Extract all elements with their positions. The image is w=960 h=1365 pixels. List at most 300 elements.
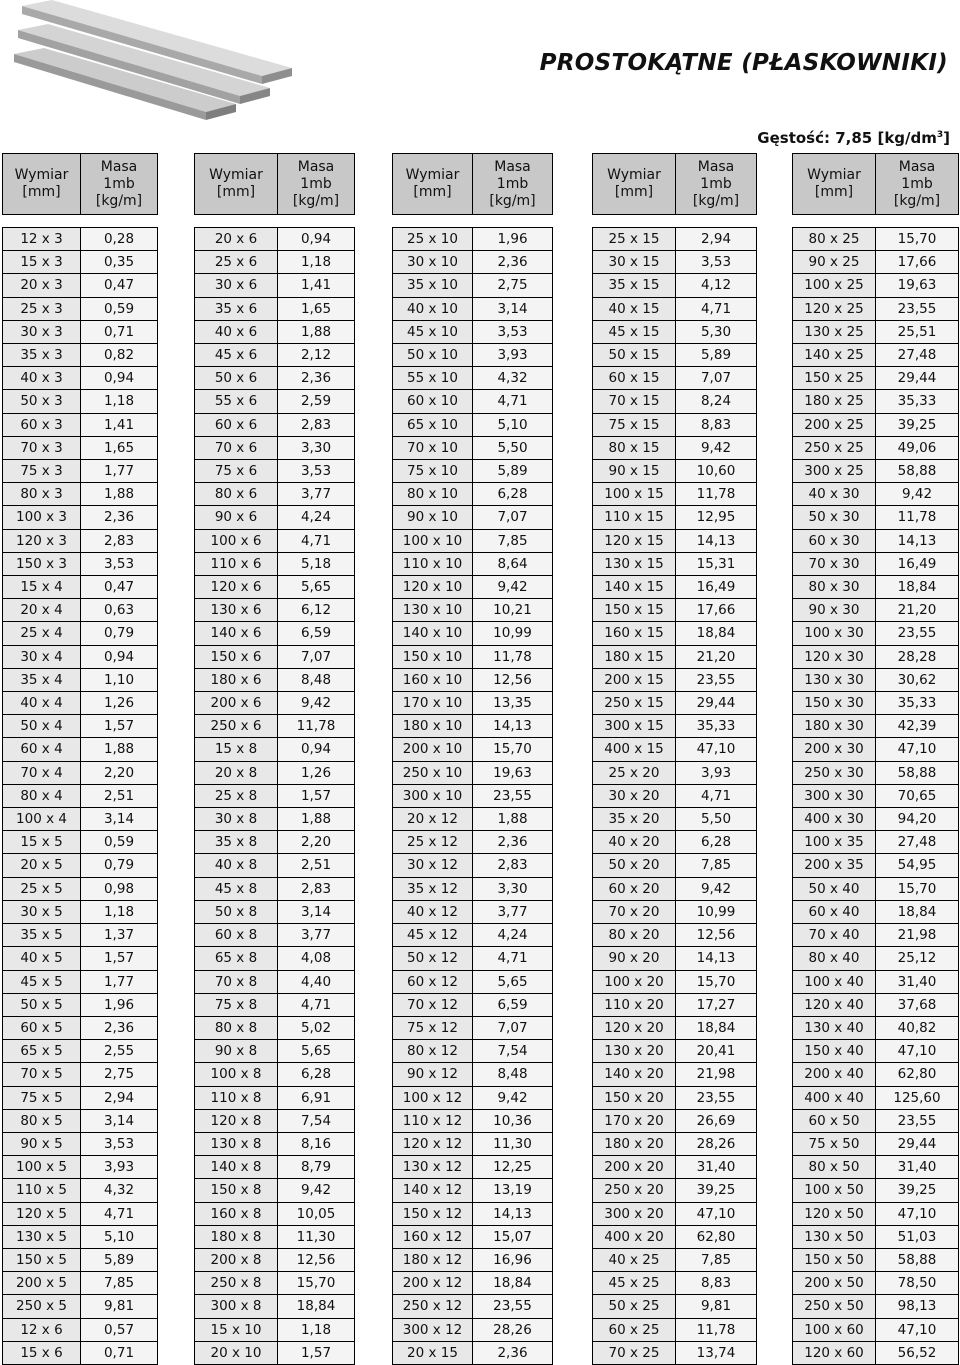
mass-cell: 47,10 xyxy=(676,1202,757,1225)
table-row xyxy=(195,761,355,784)
table-row xyxy=(195,715,355,738)
dimension-cell: 75 x 3 xyxy=(3,460,81,483)
dimension-cell: 20 x 12 xyxy=(393,808,473,831)
table-row xyxy=(195,228,355,251)
table-row xyxy=(3,1086,158,1109)
table-row xyxy=(793,576,959,599)
dimension-cell: 70 x 6 xyxy=(195,436,278,459)
mass-cell: 5,10 xyxy=(81,1225,158,1248)
header-mass xyxy=(876,154,959,215)
table-row xyxy=(195,993,355,1016)
mass-cell: 14,13 xyxy=(473,715,553,738)
mass-cell: 2,20 xyxy=(81,761,158,784)
table-row xyxy=(793,552,959,575)
table-row xyxy=(593,993,757,1016)
density-text: Gęstość: 7,85 [kg/dm xyxy=(757,129,937,147)
dimension-cell: 200 x 50 xyxy=(793,1272,876,1295)
table-row xyxy=(393,738,553,761)
table-row xyxy=(393,1179,553,1202)
mass-cell: 9,42 xyxy=(473,576,553,599)
mass-cell: 7,07 xyxy=(676,367,757,390)
table-row xyxy=(793,1063,959,1086)
dimension-cell: 20 x 15 xyxy=(393,1341,473,1364)
table-row xyxy=(793,483,959,506)
mass-cell: 17,27 xyxy=(676,993,757,1016)
dimension-cell: 150 x 5 xyxy=(3,1248,81,1271)
header-dimension-unit: [mm] xyxy=(216,184,256,200)
header-mass-length: 1mb xyxy=(103,175,135,192)
table-row xyxy=(195,622,355,645)
header-mass-length: 1mb xyxy=(300,175,332,192)
dimension-cell: 15 x 5 xyxy=(3,831,81,854)
mass-cell: 42,39 xyxy=(876,715,959,738)
dimension-cell: 130 x 20 xyxy=(593,1040,676,1063)
mass-cell: 10,99 xyxy=(676,900,757,923)
dimension-cell: 30 x 20 xyxy=(593,784,676,807)
table-row xyxy=(3,1225,158,1248)
dimension-cell: 50 x 10 xyxy=(393,344,473,367)
table-row xyxy=(593,1272,757,1295)
dimension-cell: 50 x 15 xyxy=(593,344,676,367)
table-row xyxy=(593,274,757,297)
dimension-tables xyxy=(2,153,958,1361)
mass-cell: 12,95 xyxy=(676,506,757,529)
table-row xyxy=(793,1016,959,1039)
table-row xyxy=(793,877,959,900)
table-row xyxy=(393,784,553,807)
dimension-cell: 30 x 15 xyxy=(593,251,676,274)
mass-cell: 3,14 xyxy=(278,900,355,923)
header-dimension xyxy=(393,154,473,215)
dimension-cell: 250 x 6 xyxy=(195,715,278,738)
mass-cell: 26,69 xyxy=(676,1109,757,1132)
dimension-cell: 15 x 8 xyxy=(195,738,278,761)
mass-cell: 10,05 xyxy=(278,1202,355,1225)
dimension-cell: 45 x 25 xyxy=(593,1272,676,1295)
mass-cell: 125,60 xyxy=(876,1086,959,1109)
dimension-cell: 200 x 30 xyxy=(793,738,876,761)
mass-cell: 1,18 xyxy=(81,390,158,413)
dimension-cell: 35 x 8 xyxy=(195,831,278,854)
dimension-cell: 400 x 30 xyxy=(793,808,876,831)
mass-cell: 4,12 xyxy=(676,274,757,297)
table-row xyxy=(793,320,959,343)
dimension-cell: 120 x 20 xyxy=(593,1016,676,1039)
dimension-cell: 75 x 12 xyxy=(393,1016,473,1039)
mass-cell: 11,78 xyxy=(676,483,757,506)
table-row xyxy=(195,1202,355,1225)
dimension-table-1 xyxy=(2,153,158,1365)
mass-cell: 21,20 xyxy=(676,645,757,668)
table-row xyxy=(393,1040,553,1063)
table-row xyxy=(593,738,757,761)
dimension-cell: 20 x 6 xyxy=(195,228,278,251)
dimension-cell: 150 x 50 xyxy=(793,1248,876,1271)
mass-cell: 14,13 xyxy=(676,529,757,552)
mass-cell: 29,44 xyxy=(876,367,959,390)
mass-cell: 4,32 xyxy=(81,1179,158,1202)
dimension-cell: 100 x 5 xyxy=(3,1156,81,1179)
table-row xyxy=(593,784,757,807)
dimension-cell: 70 x 30 xyxy=(793,552,876,575)
dimension-cell: 35 x 15 xyxy=(593,274,676,297)
table-row xyxy=(793,274,959,297)
dimension-cell: 130 x 6 xyxy=(195,599,278,622)
mass-cell: 21,98 xyxy=(876,924,959,947)
dimension-cell: 120 x 5 xyxy=(3,1202,81,1225)
table-row xyxy=(195,692,355,715)
table-row xyxy=(393,1086,553,1109)
table-row xyxy=(593,320,757,343)
mass-cell: 1,26 xyxy=(81,692,158,715)
table-row xyxy=(3,1295,158,1318)
table-row xyxy=(793,993,959,1016)
dimension-cell: 60 x 6 xyxy=(195,413,278,436)
mass-cell: 39,25 xyxy=(876,1179,959,1202)
dimension-cell: 80 x 3 xyxy=(3,483,81,506)
dimension-cell: 150 x 25 xyxy=(793,367,876,390)
dimension-cell: 20 x 5 xyxy=(3,854,81,877)
mass-cell: 15,70 xyxy=(473,738,553,761)
header-spacer xyxy=(3,215,158,228)
mass-cell: 3,53 xyxy=(278,460,355,483)
mass-cell: 5,89 xyxy=(676,344,757,367)
mass-cell: 23,55 xyxy=(876,622,959,645)
mass-cell: 6,28 xyxy=(278,1063,355,1086)
dimension-cell: 60 x 10 xyxy=(393,390,473,413)
table-row xyxy=(195,668,355,691)
mass-cell: 6,59 xyxy=(278,622,355,645)
table-row xyxy=(793,1109,959,1132)
table-row xyxy=(195,1086,355,1109)
mass-cell: 7,07 xyxy=(473,506,553,529)
mass-cell: 0,47 xyxy=(81,274,158,297)
dimension-cell: 35 x 6 xyxy=(195,297,278,320)
dimension-cell: 300 x 8 xyxy=(195,1295,278,1318)
mass-cell: 7,54 xyxy=(278,1109,355,1132)
mass-cell: 18,84 xyxy=(676,622,757,645)
mass-cell: 1,65 xyxy=(278,297,355,320)
mass-cell: 17,66 xyxy=(876,251,959,274)
table-row xyxy=(393,552,553,575)
dimension-cell: 65 x 5 xyxy=(3,1040,81,1063)
mass-cell: 2,83 xyxy=(81,529,158,552)
mass-cell: 14,13 xyxy=(676,947,757,970)
table-row xyxy=(3,1132,158,1155)
dimension-cell: 100 x 40 xyxy=(793,970,876,993)
mass-cell: 30,62 xyxy=(876,668,959,691)
mass-cell: 23,55 xyxy=(676,1086,757,1109)
table-row xyxy=(393,297,553,320)
mass-cell: 5,65 xyxy=(473,970,553,993)
mass-cell: 0,28 xyxy=(81,228,158,251)
dimension-cell: 100 x 4 xyxy=(3,808,81,831)
dimension-cell: 65 x 8 xyxy=(195,947,278,970)
dimension-cell: 45 x 12 xyxy=(393,924,473,947)
mass-cell: 3,77 xyxy=(278,483,355,506)
mass-cell: 27,48 xyxy=(876,831,959,854)
table-row xyxy=(393,599,553,622)
mass-cell: 35,33 xyxy=(876,390,959,413)
dimension-cell: 20 x 4 xyxy=(3,599,81,622)
mass-cell: 7,54 xyxy=(473,1040,553,1063)
mass-cell: 2,36 xyxy=(81,506,158,529)
mass-cell: 3,14 xyxy=(81,1109,158,1132)
dimension-cell: 40 x 6 xyxy=(195,320,278,343)
table-row xyxy=(3,924,158,947)
table-row xyxy=(3,460,158,483)
table-row xyxy=(3,599,158,622)
dimension-cell: 70 x 40 xyxy=(793,924,876,947)
table-row xyxy=(593,831,757,854)
table-row xyxy=(793,831,959,854)
dimension-cell: 50 x 12 xyxy=(393,947,473,970)
table-row xyxy=(793,784,959,807)
dimension-cell: 60 x 15 xyxy=(593,367,676,390)
dimension-cell: 180 x 15 xyxy=(593,645,676,668)
table-row xyxy=(3,367,158,390)
mass-cell: 78,50 xyxy=(876,1272,959,1295)
mass-cell: 7,07 xyxy=(473,1016,553,1039)
dimension-cell: 25 x 8 xyxy=(195,784,278,807)
dimension-cell: 25 x 3 xyxy=(3,297,81,320)
table-row xyxy=(793,251,959,274)
dimension-cell: 25 x 20 xyxy=(593,761,676,784)
table-row xyxy=(593,506,757,529)
dimension-cell: 110 x 20 xyxy=(593,993,676,1016)
mass-cell: 9,42 xyxy=(676,436,757,459)
dimension-cell: 40 x 12 xyxy=(393,900,473,923)
mass-cell: 5,30 xyxy=(676,320,757,343)
dimension-cell: 60 x 12 xyxy=(393,970,473,993)
table-row xyxy=(793,506,959,529)
mass-cell: 15,70 xyxy=(876,228,959,251)
table-row xyxy=(393,900,553,923)
dimension-cell: 120 x 8 xyxy=(195,1109,278,1132)
table-row xyxy=(593,1086,757,1109)
mass-cell: 5,89 xyxy=(473,460,553,483)
table-row xyxy=(793,1179,959,1202)
mass-cell: 7,07 xyxy=(278,645,355,668)
dimension-cell: 35 x 5 xyxy=(3,924,81,947)
table-row xyxy=(3,761,158,784)
dimension-cell: 150 x 3 xyxy=(3,552,81,575)
mass-cell: 4,24 xyxy=(278,506,355,529)
dimension-cell: 120 x 3 xyxy=(3,529,81,552)
dimension-cell: 150 x 8 xyxy=(195,1179,278,1202)
mass-cell: 2,83 xyxy=(278,877,355,900)
dimension-cell: 120 x 40 xyxy=(793,993,876,1016)
mass-cell: 2,36 xyxy=(81,1016,158,1039)
table-row xyxy=(393,831,553,854)
mass-cell: 3,77 xyxy=(473,900,553,923)
mass-cell: 11,78 xyxy=(676,1318,757,1341)
dimension-cell: 140 x 20 xyxy=(593,1063,676,1086)
table-row xyxy=(3,831,158,854)
table-row xyxy=(593,1248,757,1271)
table-row xyxy=(593,947,757,970)
dimension-cell: 140 x 10 xyxy=(393,622,473,645)
spacer-cell xyxy=(393,215,473,228)
dimension-cell: 200 x 20 xyxy=(593,1156,676,1179)
dimension-cell: 25 x 6 xyxy=(195,251,278,274)
table-row xyxy=(393,251,553,274)
table-row xyxy=(593,1341,757,1364)
table-row xyxy=(393,1272,553,1295)
dimension-cell: 45 x 10 xyxy=(393,320,473,343)
table-row xyxy=(393,808,553,831)
dimension-cell: 30 x 5 xyxy=(3,900,81,923)
header-mass xyxy=(676,154,757,215)
dimension-cell: 70 x 4 xyxy=(3,761,81,784)
table-row xyxy=(3,552,158,575)
mass-cell: 2,36 xyxy=(473,251,553,274)
table-row xyxy=(195,808,355,831)
mass-cell: 49,06 xyxy=(876,436,959,459)
dimension-cell: 100 x 15 xyxy=(593,483,676,506)
table-row xyxy=(393,761,553,784)
table-row xyxy=(793,924,959,947)
table-row xyxy=(3,808,158,831)
table-row xyxy=(195,1156,355,1179)
mass-cell: 28,26 xyxy=(676,1132,757,1155)
mass-cell: 1,41 xyxy=(81,413,158,436)
dimension-cell: 70 x 5 xyxy=(3,1063,81,1086)
table-row xyxy=(593,924,757,947)
dimension-cell: 300 x 20 xyxy=(593,1202,676,1225)
dimension-cell: 75 x 5 xyxy=(3,1086,81,1109)
mass-cell: 23,55 xyxy=(473,784,553,807)
mass-cell: 56,52 xyxy=(876,1341,959,1364)
header-spacer xyxy=(195,215,355,228)
mass-cell: 4,71 xyxy=(278,529,355,552)
spacer-cell xyxy=(81,215,158,228)
dimension-cell: 50 x 25 xyxy=(593,1295,676,1318)
table-row xyxy=(393,436,553,459)
dimension-cell: 50 x 5 xyxy=(3,993,81,1016)
dimension-cell: 75 x 10 xyxy=(393,460,473,483)
dimension-cell: 60 x 4 xyxy=(3,738,81,761)
mass-cell: 58,88 xyxy=(876,1248,959,1271)
table-row xyxy=(195,738,355,761)
table-row xyxy=(593,1040,757,1063)
header-dimension xyxy=(195,154,278,215)
mass-cell: 16,49 xyxy=(676,576,757,599)
table-row xyxy=(593,1295,757,1318)
dimension-cell: 90 x 30 xyxy=(793,599,876,622)
dimension-cell: 55 x 10 xyxy=(393,367,473,390)
table-row xyxy=(393,1156,553,1179)
mass-cell: 4,08 xyxy=(278,947,355,970)
table-row xyxy=(195,900,355,923)
table-row xyxy=(793,1086,959,1109)
table-row xyxy=(195,1179,355,1202)
table-row xyxy=(593,1156,757,1179)
table-row xyxy=(793,668,959,691)
dimension-cell: 80 x 40 xyxy=(793,947,876,970)
dimension-cell: 110 x 10 xyxy=(393,552,473,575)
table-row xyxy=(3,1109,158,1132)
dimension-cell: 75 x 6 xyxy=(195,460,278,483)
dimension-cell: 20 x 8 xyxy=(195,761,278,784)
dimension-cell: 90 x 12 xyxy=(393,1063,473,1086)
mass-cell: 1,77 xyxy=(81,460,158,483)
mass-cell: 5,65 xyxy=(278,576,355,599)
dimension-cell: 40 x 5 xyxy=(3,947,81,970)
table-row xyxy=(195,1016,355,1039)
dimension-cell: 45 x 15 xyxy=(593,320,676,343)
table-row xyxy=(195,529,355,552)
mass-cell: 1,57 xyxy=(81,947,158,970)
dimension-cell: 80 x 6 xyxy=(195,483,278,506)
mass-cell: 15,70 xyxy=(278,1272,355,1295)
header-dimension-unit: [mm] xyxy=(22,184,61,200)
dimension-cell: 40 x 30 xyxy=(793,483,876,506)
mass-cell: 5,65 xyxy=(278,1040,355,1063)
mass-cell: 14,13 xyxy=(473,1202,553,1225)
dimension-cell: 180 x 20 xyxy=(593,1132,676,1155)
table-row xyxy=(393,460,553,483)
mass-cell: 14,13 xyxy=(876,529,959,552)
table-row xyxy=(593,297,757,320)
dimension-cell: 40 x 20 xyxy=(593,831,676,854)
dimension-cell: 140 x 15 xyxy=(593,576,676,599)
mass-cell: 5,89 xyxy=(81,1248,158,1271)
mass-cell: 94,20 xyxy=(876,808,959,831)
dimension-cell: 300 x 30 xyxy=(793,784,876,807)
mass-cell: 23,55 xyxy=(876,297,959,320)
dimension-cell: 30 x 8 xyxy=(195,808,278,831)
dimension-cell: 60 x 50 xyxy=(793,1109,876,1132)
dimension-cell: 80 x 15 xyxy=(593,436,676,459)
table-row xyxy=(793,947,959,970)
table-row xyxy=(793,1295,959,1318)
table-row xyxy=(793,599,959,622)
mass-cell: 98,13 xyxy=(876,1295,959,1318)
mass-cell: 17,66 xyxy=(676,599,757,622)
mass-cell: 3,53 xyxy=(81,1132,158,1155)
mass-cell: 2,36 xyxy=(278,367,355,390)
dimension-cell: 130 x 40 xyxy=(793,1016,876,1039)
mass-cell: 21,20 xyxy=(876,599,959,622)
dimension-cell: 130 x 30 xyxy=(793,668,876,691)
table-row xyxy=(593,228,757,251)
table-row xyxy=(3,1063,158,1086)
mass-cell: 11,78 xyxy=(876,506,959,529)
table-row xyxy=(793,297,959,320)
table-row xyxy=(3,738,158,761)
mass-cell: 6,28 xyxy=(676,831,757,854)
table-row xyxy=(3,1179,158,1202)
table-row xyxy=(793,1248,959,1271)
dimension-cell: 120 x 6 xyxy=(195,576,278,599)
mass-cell: 6,28 xyxy=(473,483,553,506)
table-row xyxy=(3,576,158,599)
dimension-cell: 40 x 25 xyxy=(593,1248,676,1271)
mass-cell: 7,85 xyxy=(473,529,553,552)
mass-cell: 4,32 xyxy=(473,367,553,390)
mass-cell: 8,48 xyxy=(473,1063,553,1086)
dimension-cell: 150 x 40 xyxy=(793,1040,876,1063)
dimension-cell: 80 x 4 xyxy=(3,784,81,807)
mass-cell: 1,88 xyxy=(81,483,158,506)
mass-cell: 16,49 xyxy=(876,552,959,575)
table-row xyxy=(3,344,158,367)
dimension-cell: 35 x 20 xyxy=(593,808,676,831)
mass-cell: 5,18 xyxy=(278,552,355,575)
table-row xyxy=(195,947,355,970)
dimension-cell: 90 x 25 xyxy=(793,251,876,274)
